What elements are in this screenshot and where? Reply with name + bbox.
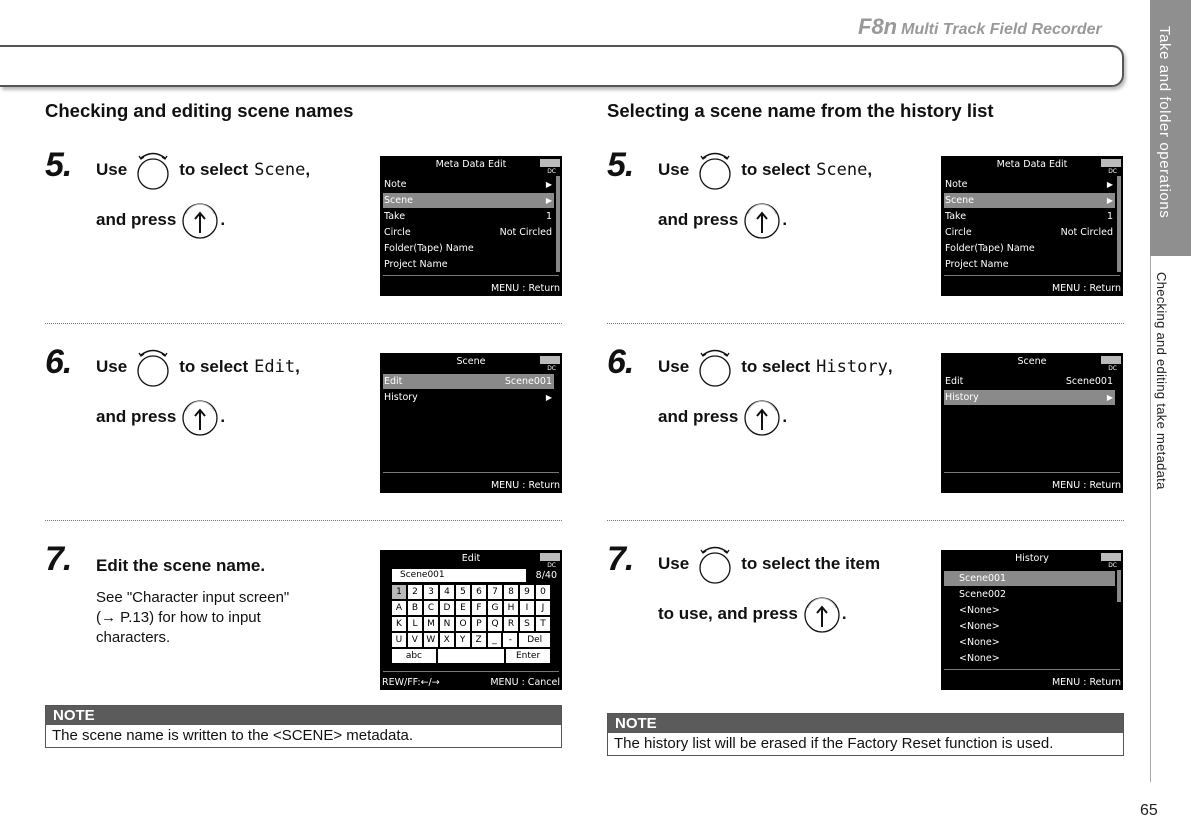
scene-name-field: Scene001 <box>392 569 526 582</box>
menu-row <box>383 225 554 240</box>
key: 4 <box>440 585 454 599</box>
row-text: ▶ <box>1106 393 1113 402</box>
step-text: Use <box>96 160 128 179</box>
left-step-5-line2 <box>96 200 225 240</box>
key: 9 <box>520 585 534 599</box>
left-step-5-number: 5. <box>45 146 72 184</box>
key: V <box>408 633 422 647</box>
screen-title: Scene <box>1017 356 1047 367</box>
history-row <box>944 635 1115 650</box>
battery-icon <box>1101 159 1121 167</box>
key: U <box>392 633 406 647</box>
footer-divider <box>944 472 1120 473</box>
key: A <box>392 601 406 615</box>
history-row <box>944 651 1115 666</box>
desc-line: (→ P.13) for how to input <box>96 609 261 626</box>
history-row-selected <box>944 571 1115 586</box>
row-text: Scene001 <box>504 376 552 387</box>
row-text: ▶ <box>1106 196 1113 205</box>
screen-title: History <box>1015 553 1049 564</box>
row-text: Note <box>384 179 407 190</box>
step-text: and press <box>658 210 739 229</box>
screen-element <box>392 585 550 599</box>
menu-item-ref: Edit <box>254 357 296 377</box>
power-label: DC <box>1108 562 1117 569</box>
menu-row <box>944 177 1115 192</box>
step-text: to select <box>179 160 249 179</box>
step-punct: , <box>305 160 311 179</box>
left-step-7-heading: Edit the scene name. <box>96 556 266 575</box>
step-punct: . <box>220 407 226 426</box>
row-text: ▶ <box>545 196 552 205</box>
dial-icon <box>697 347 733 387</box>
row-text: Scene <box>384 195 413 206</box>
key: C <box>424 601 438 615</box>
step-separator <box>607 323 1124 324</box>
screen-element <box>392 617 550 631</box>
step-text: to select <box>179 357 249 376</box>
dial-icon <box>135 347 171 387</box>
row-text: ▶ <box>545 180 552 189</box>
row-text: Project Name <box>384 259 448 270</box>
key: 5 <box>456 585 470 599</box>
char-count: 8/40 <box>535 570 557 581</box>
key: 3 <box>424 585 438 599</box>
left-step-6-number: 6. <box>45 343 72 381</box>
key: 2 <box>408 585 422 599</box>
key: S <box>520 617 534 631</box>
scrollbar <box>1117 570 1121 602</box>
history-row <box>944 619 1115 634</box>
key-abc: abc <box>392 649 436 663</box>
right-step-7-line1 <box>658 544 880 584</box>
menu-item-ref: Scene <box>254 160 306 180</box>
screen-footer: MENU : Return <box>1051 283 1121 294</box>
step-punct: , <box>295 357 300 376</box>
chapter-tab <box>1150 0 1191 256</box>
screen-footer: MENU : Cancel <box>490 677 560 688</box>
footer-divider <box>383 472 559 473</box>
key: L <box>408 617 422 631</box>
push-dial-icon <box>742 397 782 437</box>
menu-row <box>383 177 554 192</box>
right-step-5-number: 5. <box>607 146 634 184</box>
screen-title: Meta Data Edit <box>996 159 1068 170</box>
row-text: Not Circled <box>1060 227 1113 238</box>
row-text: <None> <box>959 653 1000 664</box>
left-step-7-description <box>96 588 289 648</box>
step-punct: . <box>782 407 788 426</box>
note-text: The history list will be erased if the Factory Reset function is used. <box>614 735 1054 752</box>
key: X <box>440 633 454 647</box>
power-label: DC <box>547 562 556 569</box>
key: W <box>424 633 438 647</box>
battery-icon <box>1101 553 1121 561</box>
step-punct: . <box>220 210 226 229</box>
menu-row <box>944 257 1115 272</box>
key: Q <box>488 617 502 631</box>
dial-icon <box>697 544 733 584</box>
battery-icon <box>540 553 560 561</box>
model-name: F8n <box>858 14 898 39</box>
step-punct: . <box>782 210 788 229</box>
footer-divider <box>944 275 1120 276</box>
menu-item-ref: History <box>816 357 888 377</box>
step-text: to select the item <box>741 554 881 573</box>
key: 0 <box>536 585 550 599</box>
step-text: Use <box>658 357 690 376</box>
menu-row <box>944 241 1115 256</box>
screen-footer: MENU : Return <box>1051 677 1121 688</box>
key: T <box>536 617 550 631</box>
note-label: NOTE <box>608 714 1123 733</box>
screen-title: Meta Data Edit <box>435 159 507 170</box>
key: - <box>503 633 517 647</box>
history-row <box>944 587 1115 602</box>
left-step-6-line2 <box>96 397 225 437</box>
step-separator <box>45 520 562 521</box>
menu-row <box>383 209 554 224</box>
row-text: Edit <box>384 376 403 387</box>
key: Z <box>472 633 486 647</box>
screen-footer-hint: REW/FF:←/→ <box>382 677 440 688</box>
screen-footer: MENU : Return <box>490 283 560 294</box>
push-dial-icon <box>802 594 842 634</box>
row-text: Scene002 <box>959 589 1007 600</box>
key: R <box>504 617 518 631</box>
row-text: Scene001 <box>959 573 1007 584</box>
power-label: DC <box>547 168 556 175</box>
key-space <box>438 649 504 663</box>
power-label: DC <box>1108 168 1117 175</box>
scrollbar <box>556 176 560 272</box>
desc-line: See "Character input screen" <box>96 589 290 606</box>
row-text: Circle <box>945 227 972 238</box>
key: E <box>456 601 470 615</box>
step-text: and press <box>658 407 739 426</box>
row-text: ▶ <box>1106 180 1113 189</box>
step-text: and press <box>96 407 177 426</box>
screen-meta-data-edit <box>941 156 1123 296</box>
right-step-6-number: 6. <box>607 343 634 381</box>
menu-row <box>383 390 554 405</box>
step-text: Use <box>96 357 128 376</box>
row-text: Not Circled <box>499 227 552 238</box>
step-text: Use <box>658 160 690 179</box>
footer-divider <box>383 671 559 672</box>
section-tab-label: Checking and editing take metadata <box>1154 272 1169 490</box>
key: K <box>392 617 406 631</box>
step-punct: . <box>841 604 847 623</box>
menu-row-selected <box>383 374 554 389</box>
menu-item-ref: Scene <box>816 160 868 180</box>
row-text: 1 <box>1106 211 1113 222</box>
row-text: Take <box>384 211 406 222</box>
menu-row <box>944 374 1115 389</box>
screen-element <box>392 601 550 615</box>
right-section-title: Selecting a scene name from the history list <box>607 100 994 121</box>
push-dial-icon <box>180 397 220 437</box>
power-label: DC <box>1108 365 1117 372</box>
step-text: and press <box>96 210 177 229</box>
keyboard <box>392 585 550 665</box>
menu-row <box>944 225 1115 240</box>
step-separator <box>45 323 562 324</box>
left-note <box>45 705 562 748</box>
key: _ <box>488 633 502 647</box>
left-step-7-number: 7. <box>45 540 72 578</box>
screen-title: Scene <box>456 356 486 367</box>
key: M <box>424 617 438 631</box>
key: 7 <box>488 585 502 599</box>
key: N <box>440 617 454 631</box>
key: P <box>472 617 486 631</box>
row-text: 1 <box>545 211 552 222</box>
key: J <box>536 601 550 615</box>
menu-row <box>944 209 1115 224</box>
key-delete: Del <box>519 633 550 647</box>
left-step-6-line1 <box>96 347 300 387</box>
battery-icon <box>1101 356 1121 364</box>
side-divider <box>1150 256 1151 782</box>
footer-divider <box>383 275 559 276</box>
screen-footer: MENU : Return <box>1051 480 1121 491</box>
note-label: NOTE <box>46 706 561 725</box>
scrollbar <box>1117 176 1121 272</box>
screen-element <box>392 633 550 647</box>
menu-row-selected <box>944 390 1115 405</box>
history-row <box>944 603 1115 618</box>
step-text: Use <box>658 554 690 573</box>
screen-meta-data-edit <box>380 156 562 296</box>
row-text: <None> <box>959 637 1000 648</box>
left-section-title: Checking and editing scene names <box>45 100 354 121</box>
screen-footer: MENU : Return <box>490 480 560 491</box>
right-step-6-line2 <box>658 397 787 437</box>
step-separator <box>607 520 1124 521</box>
screen-scene <box>941 353 1123 493</box>
header-bar <box>0 45 1124 87</box>
row-text: History <box>945 392 979 403</box>
header-brand <box>858 14 1102 40</box>
footer-divider <box>944 669 1120 670</box>
page-number: 65 <box>1140 802 1158 819</box>
key: 6 <box>472 585 486 599</box>
screen-scene <box>380 353 562 493</box>
model-subtitle: Multi Track Field Recorder <box>901 21 1102 38</box>
screen-character-input <box>380 550 562 690</box>
step-text: to select <box>741 357 811 376</box>
menu-row-selected <box>944 193 1115 208</box>
dial-icon <box>135 150 171 190</box>
step-text: to select <box>741 160 811 179</box>
note-text: The scene name is written to the <SCENE> metadata. <box>52 727 414 744</box>
key: Y <box>456 633 470 647</box>
key: O <box>456 617 470 631</box>
left-step-5-line1 <box>96 150 310 190</box>
right-step-6-line1 <box>658 347 893 387</box>
row-text: <None> <box>959 605 1000 616</box>
row-text: Take <box>945 211 967 222</box>
row-text: Circle <box>384 227 411 238</box>
push-dial-icon <box>180 200 220 240</box>
key: B <box>408 601 422 615</box>
right-step-5-line2 <box>658 200 787 240</box>
battery-icon <box>540 356 560 364</box>
step-punct: , <box>867 160 873 179</box>
row-text: Scene <box>945 195 974 206</box>
row-text: ▶ <box>545 393 552 402</box>
row-text: Folder(Tape) Name <box>384 243 474 254</box>
row-text: Edit <box>945 376 964 387</box>
row-text: History <box>384 392 418 403</box>
dial-icon <box>697 150 733 190</box>
right-step-5-line1 <box>658 150 872 190</box>
push-dial-icon <box>742 200 782 240</box>
power-label: DC <box>547 365 556 372</box>
chapter-tab-label: Take and folder operations <box>1156 26 1173 219</box>
key: D <box>440 601 454 615</box>
key-enter: Enter <box>506 649 550 663</box>
menu-row <box>383 241 554 256</box>
battery-icon <box>540 159 560 167</box>
menu-row-selected <box>383 193 554 208</box>
key: 8 <box>504 585 518 599</box>
key: F <box>472 601 486 615</box>
menu-row <box>383 257 554 272</box>
row-text: Note <box>945 179 968 190</box>
row-text: Scene001 <box>1065 376 1113 387</box>
right-note <box>607 713 1124 756</box>
row-text: Project Name <box>945 259 1009 270</box>
screen-history <box>941 550 1123 690</box>
screen-title: Edit <box>461 553 481 564</box>
key: I <box>520 601 534 615</box>
key: G <box>488 601 502 615</box>
desc-line: characters. <box>96 629 171 646</box>
key: 1 <box>392 585 406 599</box>
right-step-7-line2 <box>658 594 847 634</box>
right-step-7-number: 7. <box>607 540 634 578</box>
row-text: Folder(Tape) Name <box>945 243 1035 254</box>
screen-element <box>392 649 550 663</box>
row-text: <None> <box>959 621 1000 632</box>
step-text: to use, and press <box>658 604 798 623</box>
key: H <box>504 601 518 615</box>
step-punct: , <box>887 357 893 376</box>
